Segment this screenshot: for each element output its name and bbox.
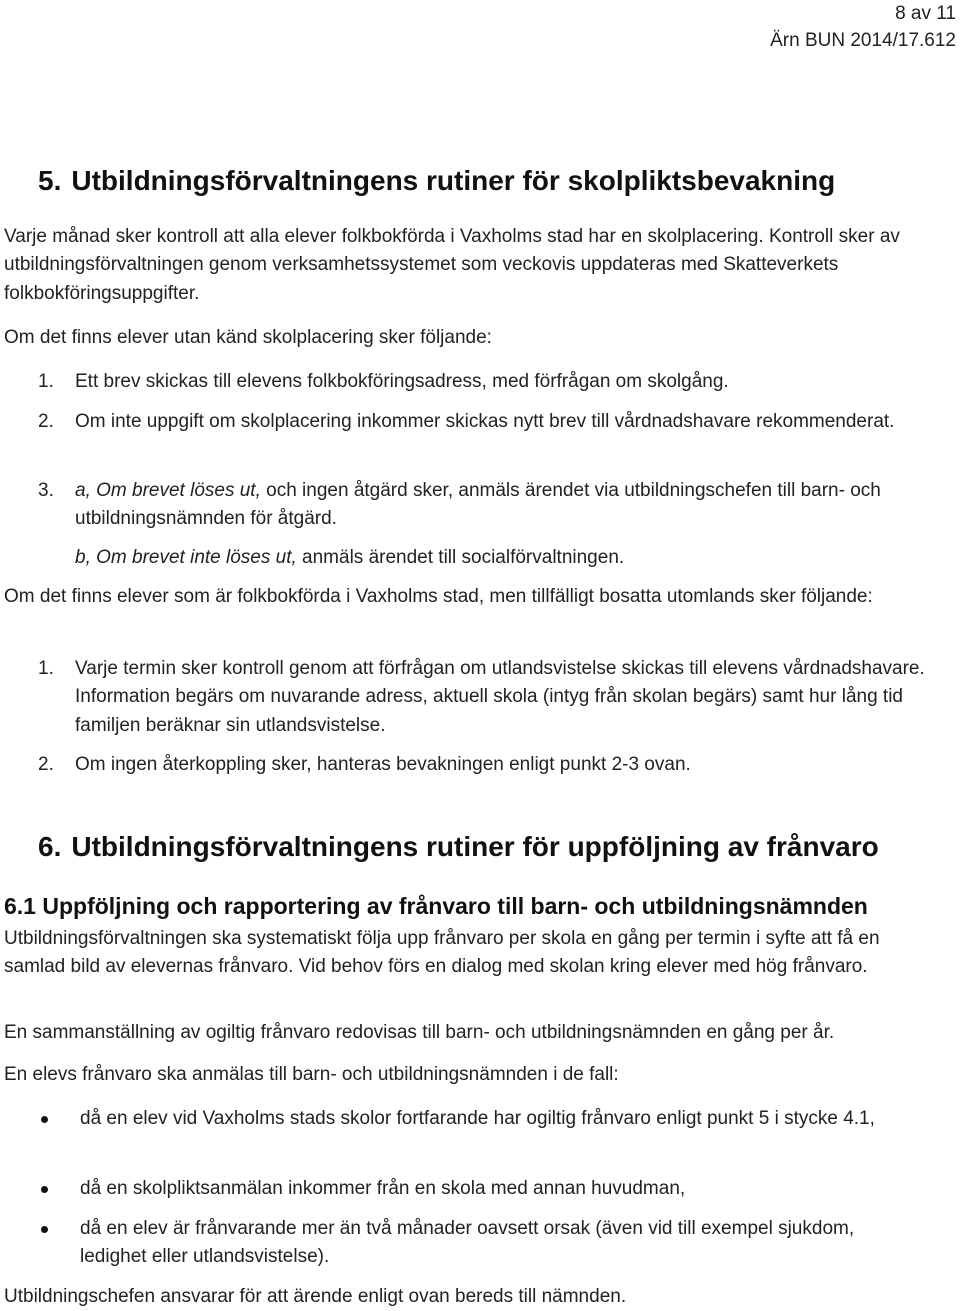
section-6-title: Utbildningsförvaltningens rutiner för uppföljning av frånvaro — [71, 831, 879, 862]
list-item-text: Varje termin sker kontroll genom att förfrågan om utlandsvistelse skickas till elevens vårdnadshavare. Information begärs om nuvarande adress, aktuell skola (intyg från skolan begärs) samt hur lång tid familjen beräknar sin utlandsvistelse. — [75, 658, 925, 736]
section-5-title: Utbildningsförvaltningens rutiner för skolpliktsbevakning — [71, 165, 836, 196]
bullet-item — [0, 1175, 920, 1205]
page-header — [770, 0, 956, 54]
closing-paragraph: Utbildningschefen ansvarar för att ärende enligt ovan bereds till nämnden. — [4, 1286, 627, 1307]
abroad-intro-paragraph: Om det finns elever som är folkbokförda i Vaxholms stad, men tillfälligt bosatta utomlands sker följande: — [4, 586, 873, 607]
bullet-item — [0, 1215, 920, 1275]
list-item-number: 1. — [38, 658, 54, 679]
bullet-text: då en elev vid Vaxholms stads skolor fortfarande har ogiltig frånvaro enligt punkt 5 i stycke 4.1, — [80, 1108, 875, 1129]
document-reference: Ärn BUN 2014/17.612 — [770, 30, 956, 51]
bullet-icon — [41, 1116, 48, 1123]
case-a-condition: a, Om brevet löses ut, — [75, 480, 261, 501]
section-6-1-heading — [4, 891, 868, 921]
list-item-number: 2. — [38, 754, 54, 775]
case-b-condition: b, Om brevet inte löses ut, — [75, 546, 297, 568]
case-b-text: anmäls ärendet till socialförvaltningen. — [296, 546, 625, 568]
page-number: 8 av 11 — [895, 3, 956, 24]
case-b — [75, 544, 928, 572]
report-cases-intro: En elevs frånvaro ska anmälas till barn- och utbildningsnämnden i de fall: — [4, 1064, 619, 1085]
bullet-text: då en elev är frånvarande mer än två månader oavsett orsak (även vid till exempel sjukdom, ledighet eller utlandsvistelse). — [80, 1218, 855, 1268]
section-5-heading — [38, 164, 835, 198]
list-item-number: 1. — [38, 371, 54, 392]
section-5-number: 5. — [38, 165, 62, 196]
list-item-text: Om ingen återkoppling sker, hanteras bevakningen enligt punkt 2-3 ovan. — [75, 754, 691, 775]
section-6-heading — [38, 830, 879, 864]
list-item — [38, 368, 928, 398]
list-item-number: 3. — [38, 480, 54, 501]
list-item — [38, 751, 928, 781]
unknown-placement-intro: Om det finns elever utan känd skolplacering sker följande: — [4, 327, 492, 348]
bullet-icon — [41, 1186, 48, 1193]
section-6-number: 6. — [38, 831, 62, 862]
section-6-1-number: 6.1 — [4, 893, 36, 919]
list-item — [38, 477, 928, 577]
case-a-text: och ingen åtgärd sker, anmäls ärendet via utbildningschefen till barn- och utbildningsnämnden för åtgärd. — [75, 480, 881, 530]
summary-paragraph: En sammanställning av ogiltig frånvaro redovisas till barn- och utbildningsnämnden en gång per år. — [4, 1022, 835, 1043]
list-item-body — [75, 477, 928, 572]
section-6-1-paragraph: Utbildningsförvaltningen ska systematiskt följa upp frånvaro per skola en gång per termin i syfte att få en samlad bild av elevernas frånvaro. Vid behov förs en dialog med skolan kring elever med hög frånvaro. — [4, 928, 880, 978]
list-item — [38, 655, 928, 745]
list-item-text: Om inte uppgift om skolplacering inkommer skickas nytt brev till vårdnadshavare rekommenderat. — [75, 411, 895, 432]
case-a — [75, 477, 928, 534]
bullet-icon — [41, 1226, 48, 1233]
list-item — [38, 408, 928, 468]
bullet-item — [0, 1105, 920, 1165]
bullet-text: då en skolpliktsanmälan inkommer från en skola med annan huvudman, — [80, 1178, 686, 1199]
list-item-text: Ett brev skickas till elevens folkbokföringsadress, med förfrågan om skolgång. — [75, 371, 729, 392]
section-6-1-title: Uppföljning och rapportering av frånvaro till barn- och utbildningsnämnden — [42, 893, 868, 919]
section-5-intro-paragraph: Varje månad sker kontroll att alla elever folkbokförda i Vaxholms stad har en skolplacering. Kontroll sker av utbildningsförvaltningen genom verksamhetssystemet som veckovis uppdateras med Skatteverkets folkbokföringsuppgifter. — [4, 226, 900, 304]
list-item-number: 2. — [38, 411, 54, 432]
